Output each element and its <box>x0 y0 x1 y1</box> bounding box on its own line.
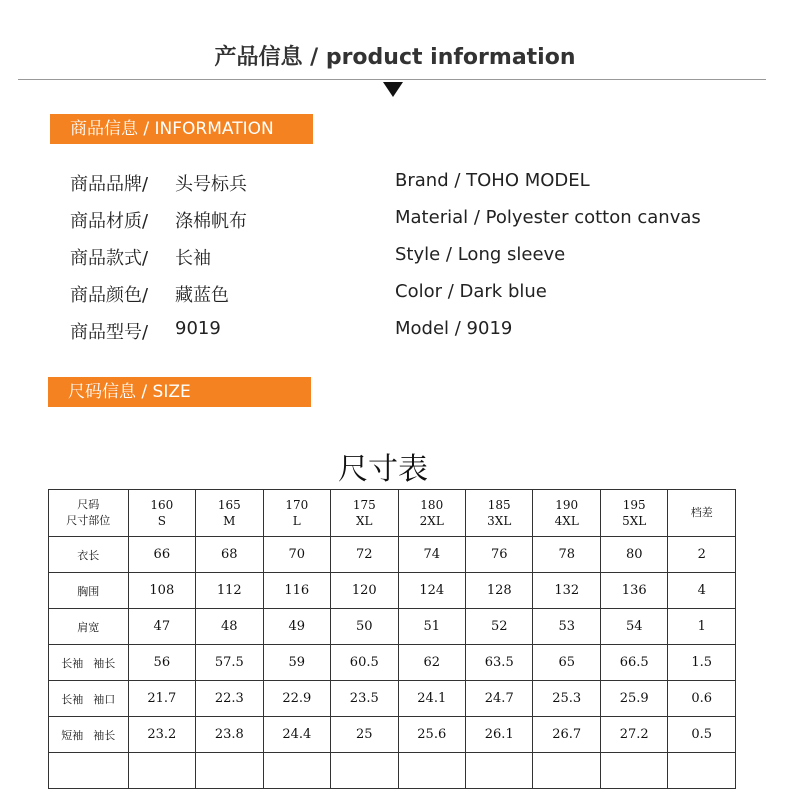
table-cell: 66.5 <box>600 645 667 681</box>
table-cell: 68 <box>196 537 263 573</box>
table-cell: 27.2 <box>600 717 667 753</box>
grade-difference-cell: 2 <box>668 537 736 573</box>
height-label: 185 <box>487 498 511 512</box>
table-cell: 22.9 <box>263 681 330 717</box>
table-cell: 60.5 <box>331 645 398 681</box>
table-row <box>49 609 736 645</box>
table-cell: 26.7 <box>533 717 600 753</box>
table-cell: 62 <box>398 645 465 681</box>
size-label: L <box>292 514 301 528</box>
corner-label: 尺码 <box>77 498 100 511</box>
info-english: Material / Polyester cotton canvas <box>395 207 701 228</box>
info-label: 商品材质/ <box>70 211 149 232</box>
measurement-label <box>49 717 129 753</box>
measurement-label <box>49 573 129 609</box>
table-cell <box>466 753 533 789</box>
table-cell <box>128 753 195 789</box>
table-cell: 116 <box>263 573 330 609</box>
grade-difference-cell: 1 <box>668 609 736 645</box>
table-cell: 80 <box>600 537 667 573</box>
size-label: 5XL <box>622 514 647 528</box>
table-cell: 72 <box>331 537 398 573</box>
height-label: 165 <box>217 498 241 512</box>
page-title: 产品信息 / product information <box>214 45 576 70</box>
table-cell: 136 <box>600 573 667 609</box>
table-cell: 25.9 <box>600 681 667 717</box>
info-value: 涤棉帆布 <box>175 211 247 232</box>
table-row <box>49 573 736 609</box>
table-cell: 76 <box>466 537 533 573</box>
grade-difference-cell: 0.5 <box>668 717 736 753</box>
measurement-label-part: 长袖 <box>61 692 84 706</box>
height-label: 160 <box>150 498 174 512</box>
table-cell <box>49 753 129 789</box>
size-table-header-row <box>49 490 736 537</box>
table-cell: 49 <box>263 609 330 645</box>
table-cell: 23.2 <box>128 717 195 753</box>
table-cell: 59 <box>263 645 330 681</box>
table-row <box>49 681 736 717</box>
info-label: 商品颜色/ <box>70 285 149 306</box>
table-cell: 78 <box>533 537 600 573</box>
table-cell: 25.3 <box>533 681 600 717</box>
size-label: 2XL <box>419 514 444 528</box>
table-cell: 47 <box>128 609 195 645</box>
table-cell: 132 <box>533 573 600 609</box>
table-cell: 22.3 <box>196 681 263 717</box>
info-row <box>0 281 790 305</box>
table-cell <box>533 753 600 789</box>
table-cell <box>398 753 465 789</box>
grade-difference-cell: 0.6 <box>668 681 736 717</box>
table-cell: 23.5 <box>331 681 398 717</box>
table-cell: 54 <box>600 609 667 645</box>
table-row <box>49 717 736 753</box>
size-table-corner <box>49 490 129 537</box>
table-cell: 56 <box>128 645 195 681</box>
table-cell: 25 <box>331 717 398 753</box>
table-cell: 26.1 <box>466 717 533 753</box>
size-column-header <box>263 490 330 537</box>
size-table <box>48 489 736 789</box>
size-column-header <box>533 490 600 537</box>
size-column-header <box>398 490 465 537</box>
table-row-partial <box>49 753 736 789</box>
info-value: 头号标兵 <box>175 174 247 195</box>
table-cell <box>600 753 667 789</box>
table-cell: 21.7 <box>128 681 195 717</box>
info-english: Style / Long sleeve <box>395 244 566 265</box>
table-cell: 108 <box>128 573 195 609</box>
size-section-header: 尺码信息 / SIZE <box>48 377 311 407</box>
size-label: 3XL <box>487 514 512 528</box>
grade-difference-cell: 1.5 <box>668 645 736 681</box>
height-label: 190 <box>555 498 579 512</box>
table-cell: 63.5 <box>466 645 533 681</box>
height-label: 180 <box>420 498 444 512</box>
height-label: 170 <box>285 498 309 512</box>
table-cell: 24.7 <box>466 681 533 717</box>
info-value: 藏蓝色 <box>175 285 229 306</box>
measurement-label-part: 袖长 <box>93 728 116 742</box>
table-cell: 65 <box>533 645 600 681</box>
table-cell <box>196 753 263 789</box>
info-label: 商品型号/ <box>70 322 149 343</box>
measurement-label <box>49 537 129 573</box>
grade-difference-cell: 4 <box>668 573 736 609</box>
size-label: M <box>223 514 236 528</box>
table-cell: 52 <box>466 609 533 645</box>
table-cell: 128 <box>466 573 533 609</box>
table-cell: 120 <box>331 573 398 609</box>
table-cell: 50 <box>331 609 398 645</box>
table-cell: 124 <box>398 573 465 609</box>
measurement-label <box>49 681 129 717</box>
measurement-label-part: 胸围 <box>77 584 100 598</box>
table-cell: 25.6 <box>398 717 465 753</box>
height-label: 195 <box>622 498 646 512</box>
down-arrow-icon <box>383 82 403 97</box>
info-row <box>0 318 790 342</box>
table-cell: 53 <box>533 609 600 645</box>
info-english: Color / Dark blue <box>395 281 547 302</box>
info-label: 商品品牌/ <box>70 174 149 195</box>
table-cell: 112 <box>196 573 263 609</box>
table-cell: 57.5 <box>196 645 263 681</box>
table-row <box>49 645 736 681</box>
measurement-label-part: 长袖 <box>61 656 84 670</box>
size-label: 4XL <box>554 514 579 528</box>
table-cell: 66 <box>128 537 195 573</box>
table-cell: 23.8 <box>196 717 263 753</box>
info-value: 长袖 <box>175 248 211 269</box>
table-row <box>49 537 736 573</box>
measurement-label-part: 衣长 <box>77 548 100 562</box>
info-row <box>0 244 790 268</box>
info-english: Brand / TOHO MODEL <box>395 170 590 191</box>
size-column-header <box>196 490 263 537</box>
table-cell: 70 <box>263 537 330 573</box>
table-cell: 24.1 <box>398 681 465 717</box>
measurement-label-part: 肩宽 <box>77 620 100 634</box>
size-label: XL <box>356 514 373 528</box>
info-value: 9019 <box>175 318 221 339</box>
corner-label: 尺寸部位 <box>66 514 111 527</box>
measurement-label-part: 袖长 <box>93 656 116 670</box>
size-table-title: 尺寸表 <box>338 452 428 487</box>
table-cell: 48 <box>196 609 263 645</box>
grade-difference-header: 档差 <box>668 490 736 537</box>
measurement-label-part: 袖口 <box>93 692 116 706</box>
measurement-label <box>49 609 129 645</box>
measurement-label <box>49 645 129 681</box>
info-row <box>0 207 790 231</box>
measurement-label-part: 短袖 <box>61 728 84 742</box>
height-label: 175 <box>352 498 376 512</box>
information-section-header: 商品信息 / INFORMATION <box>50 114 313 144</box>
table-cell <box>331 753 398 789</box>
size-column-header <box>128 490 195 537</box>
table-cell: 24.4 <box>263 717 330 753</box>
info-english: Model / 9019 <box>395 318 513 339</box>
info-row <box>0 170 790 194</box>
size-column-header <box>600 490 667 537</box>
table-cell: 74 <box>398 537 465 573</box>
table-cell: 51 <box>398 609 465 645</box>
size-column-header <box>466 490 533 537</box>
size-label: S <box>157 514 166 528</box>
info-label: 商品款式/ <box>70 248 149 269</box>
table-cell <box>668 753 736 789</box>
title-divider <box>18 79 766 80</box>
table-cell <box>263 753 330 789</box>
size-column-header <box>331 490 398 537</box>
